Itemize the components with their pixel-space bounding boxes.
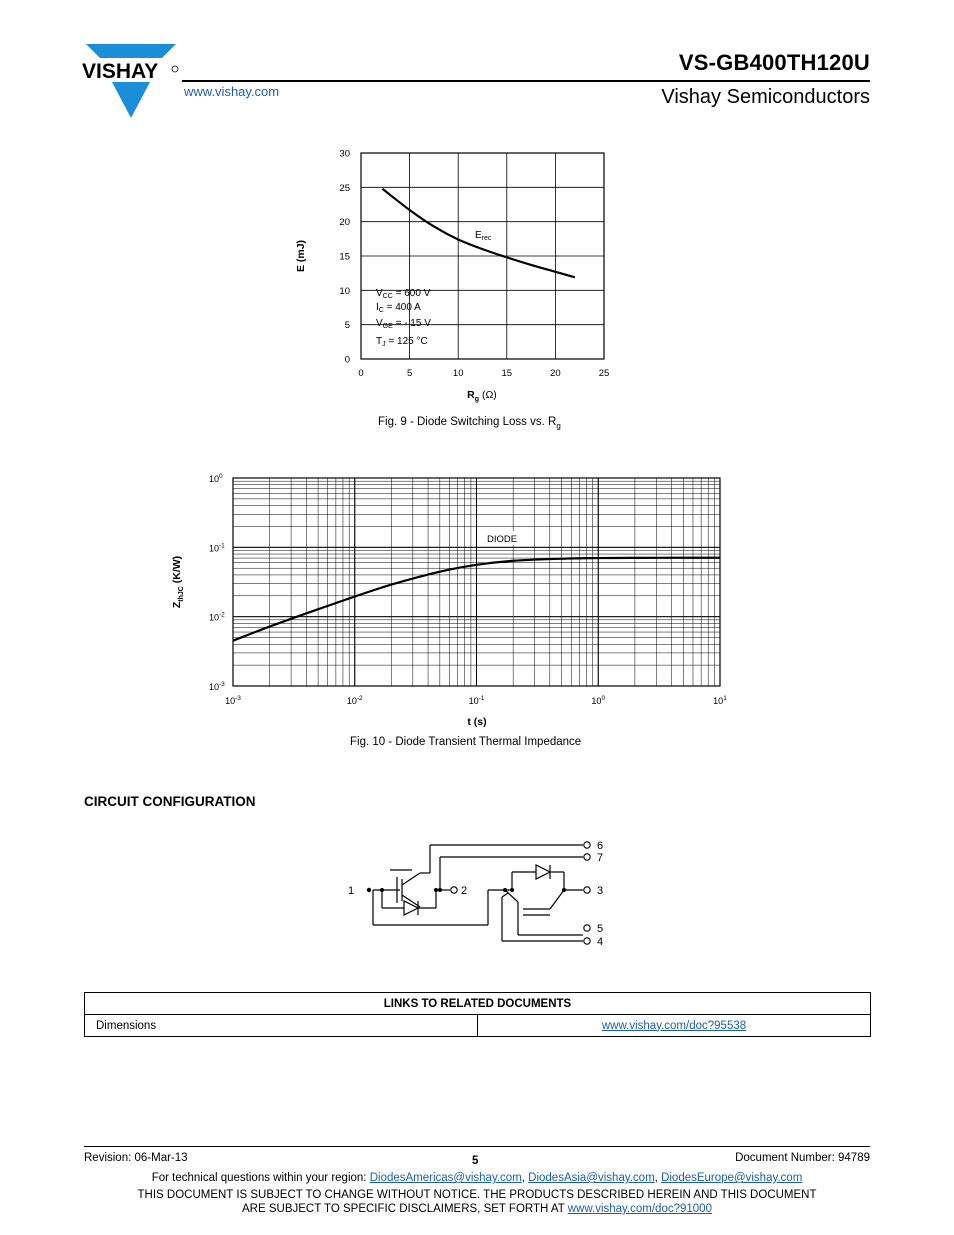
pin-label-2: 2 bbox=[461, 885, 468, 897]
fig10-x-tick-0: $10^{-3}$ bbox=[225, 695, 241, 706]
fig9-condition-vge: $V_{GE}$ = - 15 V bbox=[376, 318, 431, 330]
pin-label-4: 4 bbox=[597, 936, 604, 948]
email-americas-link[interactable]: DiodesAmericas@vishay.com bbox=[369, 1172, 522, 1184]
logo-wordmark: VISHAY bbox=[82, 60, 159, 83]
footer-rule bbox=[84, 1146, 870, 1147]
fig9-condition-ic: $I_C = 400$ A bbox=[376, 302, 421, 314]
revision-text: Revision: 06-Mar-13 bbox=[84, 1152, 188, 1164]
fig9-y-axis-label: E (mJ) bbox=[295, 239, 307, 273]
fig10-y-tick-2: $10^{-1}$ bbox=[209, 542, 225, 554]
header-rule bbox=[182, 80, 870, 82]
fig10-x-axis-label: t (s) bbox=[467, 716, 487, 728]
vishay-logo bbox=[82, 40, 180, 120]
links-row-cell bbox=[478, 1015, 871, 1037]
website-link[interactable]: www.vishay.com bbox=[184, 84, 280, 99]
circuit-section-title: CIRCUIT CONFIGURATION bbox=[84, 794, 256, 809]
pin-label-6: 6 bbox=[597, 840, 604, 852]
fig10-y-tick-3: $10^0$ bbox=[209, 473, 223, 484]
fig9-x-tick-5: 25 bbox=[598, 368, 610, 379]
fig9-y-tick-6: 30 bbox=[339, 148, 350, 160]
pin-label-1: 1 bbox=[348, 885, 355, 897]
fig10-y-axis-label: $Z_{thJC}$ (K/W) bbox=[171, 555, 185, 609]
fig9-x-axis-label: $R_g$ (Ω) bbox=[467, 389, 497, 403]
fig10-chart bbox=[160, 465, 740, 735]
company-name: Vishay Semiconductors bbox=[661, 86, 870, 108]
disclaimer-link[interactable]: www.vishay.com/doc?91000 bbox=[567, 1203, 712, 1215]
fig9-conditions bbox=[376, 288, 431, 348]
fig9-x-tick-3: 15 bbox=[501, 368, 513, 379]
fig9-x-tick-4: 20 bbox=[550, 368, 561, 379]
tech-questions-line: For technical questions within your region: DiodesAmericas@vishay.com, DiodesAsia@vishay.com, DiodesEurope@vishay.com bbox=[151, 1172, 803, 1184]
fig9-y-tick-5: 25 bbox=[339, 182, 350, 194]
email-asia-link[interactable]: DiodesAsia@vishay.com bbox=[528, 1172, 655, 1184]
fig9-caption: Fig. 9 - Diode Switching Loss vs. $R_g$ bbox=[378, 416, 561, 431]
fig10-curve-label: DIODE bbox=[487, 534, 518, 545]
pin-label-7: 7 bbox=[597, 852, 604, 864]
fig9-y-tick-0: 0 bbox=[344, 354, 350, 366]
table-row bbox=[85, 1015, 871, 1037]
fig9-y-tick-1: 5 bbox=[344, 320, 350, 332]
fig10-x-tick-3: $10^0$ bbox=[591, 695, 606, 706]
document-number: Document Number: 94789 bbox=[735, 1152, 870, 1164]
fig9-condition-tj: $T_J = 125$ °C bbox=[376, 336, 428, 348]
email-europe-link[interactable]: DiodesEurope@vishay.com bbox=[661, 1172, 803, 1184]
fig10-grid bbox=[233, 478, 720, 686]
links-row-label: Dimensions bbox=[85, 1015, 478, 1037]
circuit-diagram bbox=[340, 835, 620, 955]
page-number: 5 bbox=[472, 1155, 479, 1167]
pin-label-5: 5 bbox=[597, 923, 604, 935]
fig9-x-tick-2: 10 bbox=[452, 368, 464, 379]
links-table-header: LINKS TO RELATED DOCUMENTS bbox=[85, 993, 871, 1015]
links-table bbox=[84, 992, 871, 1037]
disclaimer-line-1: THIS DOCUMENT IS SUBJECT TO CHANGE WITHOUT NOTICE. THE PRODUCTS DESCRIBED HEREIN AND THIS DOCUMENT bbox=[137, 1189, 817, 1201]
fig9-condition-vcc: $V_{CC} = 600$ V bbox=[376, 288, 431, 300]
fig10-y-tick-1: $10^{-2}$ bbox=[209, 611, 225, 623]
fig10-x-tick-1: $10^{-2}$ bbox=[346, 695, 363, 706]
fig9-x-tick-0: 0 bbox=[358, 368, 364, 379]
part-number: VS-GB400TH120U bbox=[678, 50, 870, 75]
fig9-chart bbox=[280, 140, 640, 410]
fig10-y-tick-0: $10^{-3}$ bbox=[209, 681, 225, 692]
fig9-y-tick-4: 20 bbox=[339, 217, 350, 229]
fig9-y-tick-2: 10 bbox=[339, 285, 350, 297]
fig10-tick-labels bbox=[209, 473, 727, 706]
pin-label-3: 3 bbox=[597, 885, 604, 897]
fig9-curve-label: $E_{rec}$ bbox=[475, 230, 492, 242]
fig10-caption: Fig. 10 - Diode Transient Thermal Impedance bbox=[350, 736, 582, 748]
dimensions-link[interactable]: www.vishay.com/doc?95538 bbox=[601, 1019, 747, 1032]
fig10-x-tick-4: $10^1$ bbox=[713, 695, 727, 706]
fig9-x-tick-1: 5 bbox=[406, 368, 413, 379]
fig9-y-tick-3: 15 bbox=[339, 251, 350, 263]
disclaimer-line-2: ARE SUBJECT TO SPECIFIC DISCLAIMERS, SET FORTH AT www.vishay.com/doc?91000 bbox=[242, 1203, 712, 1215]
fig10-x-tick-2: $10^{-1}$ bbox=[468, 695, 485, 706]
